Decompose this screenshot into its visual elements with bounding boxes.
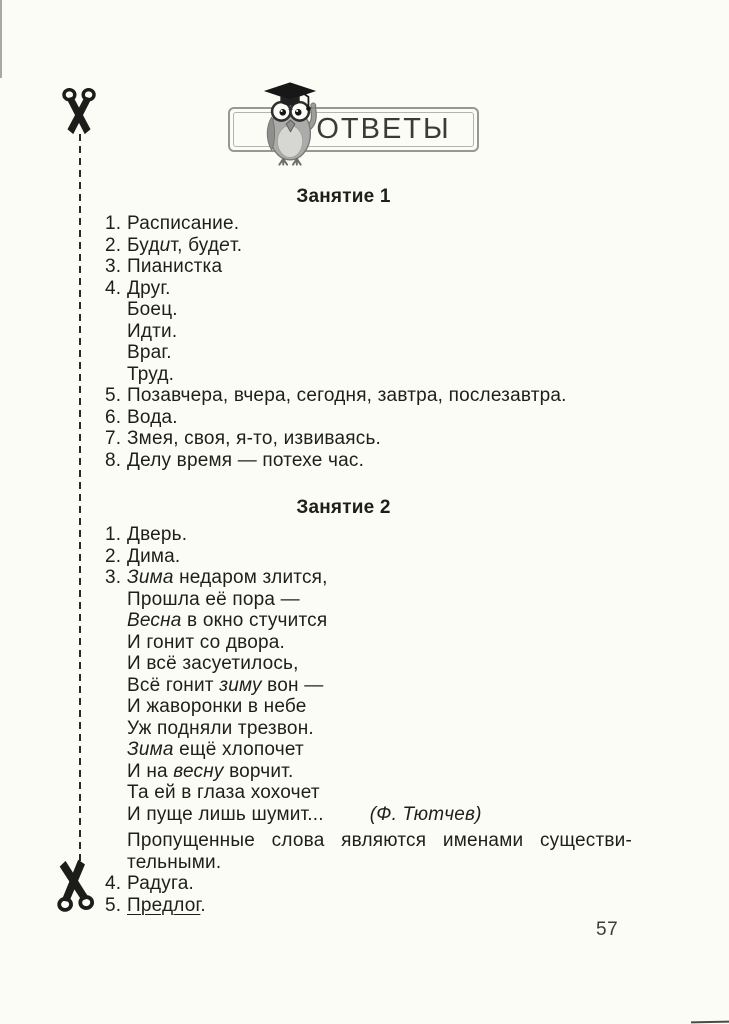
scan-artifact-bottom-right (691, 1021, 729, 1024)
item-number (105, 610, 127, 632)
answer-line (105, 524, 632, 546)
poem-text: И на весну ворчит. (127, 760, 294, 782)
poem-line (105, 739, 632, 761)
scissors-icon-top (57, 87, 101, 137)
owl-graduate-icon (260, 80, 322, 166)
item-number: 7. (105, 428, 122, 449)
answers-title: ОТВЕТЫ (316, 113, 451, 145)
note-line (105, 852, 632, 874)
cut-dashed-line (79, 134, 81, 868)
item-number: 4. (105, 277, 122, 299)
answer-line (105, 428, 632, 450)
item-number (105, 739, 127, 761)
item-text: Боец. (127, 299, 178, 320)
answer-line (105, 213, 632, 235)
item-text: Будит, будет. (127, 234, 243, 256)
item-number (105, 830, 127, 852)
item-number: 8. (105, 449, 122, 471)
poem-line (105, 632, 632, 654)
answer-line (105, 321, 632, 343)
answer-line (105, 342, 632, 364)
poem-text: Зима недаром злится, (127, 567, 328, 588)
item-text: Делу время — потехе час. (127, 449, 365, 471)
item-number (105, 782, 127, 804)
item-text: Радуга. (127, 873, 194, 894)
item-number (105, 299, 127, 321)
item-number (105, 761, 127, 783)
item-number (105, 718, 127, 740)
item-text: Змея, своя, я-то, извиваясь. (127, 428, 382, 449)
answers-content (105, 186, 632, 916)
item-number: 4. (105, 873, 122, 894)
item-number: 5. (105, 385, 122, 406)
poem-text: Всё гонит зиму вон — (127, 674, 324, 696)
item-number: 3. (105, 256, 122, 277)
item-text: Дверь. (127, 524, 188, 545)
poem-text: И всё засуетилось, (127, 653, 299, 674)
item-number (105, 852, 127, 874)
poem-line (105, 761, 632, 783)
section-2-heading: Занятие 2 (296, 497, 391, 518)
item-number: 2. (105, 234, 122, 256)
answer-line (105, 256, 632, 278)
poem-line (105, 718, 632, 740)
item-number (105, 342, 127, 364)
poem-line (105, 675, 632, 697)
poem-text: И жаворонки в небе (127, 696, 307, 717)
note-text: тельными. (127, 851, 222, 873)
poem-text: Зима ещё хлопочет (127, 739, 304, 760)
poem-line (105, 696, 632, 718)
poem-text: Прошла её пора — (127, 588, 300, 610)
poem-line (105, 610, 632, 632)
item-text: Предлог. (127, 894, 206, 916)
section-1-heading: Занятие 1 (296, 186, 391, 207)
answer-line (105, 546, 632, 568)
poem-line (105, 653, 632, 675)
item-number (105, 804, 127, 826)
item-number: 5. (105, 894, 122, 916)
item-number (105, 632, 127, 654)
item-number: 3. (105, 567, 122, 588)
item-text: Пианистка (127, 256, 223, 277)
item-number: 1. (105, 213, 122, 234)
poem-line (105, 567, 632, 589)
item-text: Труд. (127, 363, 175, 385)
answer-line (105, 407, 632, 429)
poem-text: И пуще лишь шумит... (Ф. Тютчев) (127, 803, 482, 825)
item-text: Друг. (127, 277, 171, 299)
answer-line (105, 895, 632, 917)
item-number (105, 364, 127, 386)
item-text: Вода. (127, 406, 178, 428)
answer-line (105, 299, 632, 321)
item-text: Идти. (127, 320, 178, 342)
scissors-icon-bottom (48, 855, 101, 914)
answer-line (105, 278, 632, 300)
item-number (105, 321, 127, 343)
poem-line-with-attribution (105, 804, 632, 826)
item-text: Дима. (127, 545, 181, 567)
item-number: 2. (105, 545, 122, 567)
item-number (105, 589, 127, 611)
scan-artifact-left-edge (0, 0, 2, 78)
page-number: 57 (596, 919, 619, 940)
poem-text: Весна в окно стучится (127, 610, 328, 631)
note-line (105, 830, 632, 852)
item-number: 1. (105, 524, 122, 545)
poem-line (105, 589, 632, 611)
poem-text: И гонит со двора. (127, 631, 286, 653)
item-text: Расписание. (127, 213, 240, 234)
poem-text: Та ей в глаза хохочет (127, 782, 320, 803)
answer-line (105, 385, 632, 407)
item-number (105, 696, 127, 718)
item-number (105, 653, 127, 675)
item-number (105, 675, 127, 697)
poem-text: Уж подняли трезвон. (127, 717, 314, 739)
item-text: Позавчера, вчера, сегодня, завтра, послезавтра. (127, 385, 567, 406)
poem-line (105, 782, 632, 804)
item-text: Враг. (127, 342, 172, 363)
note-text: Пропущенные слова являются именами существи- (127, 830, 632, 851)
answer-line (105, 873, 632, 895)
item-number: 6. (105, 406, 122, 428)
answer-line (105, 235, 632, 257)
answer-line (105, 450, 632, 472)
answer-line (105, 364, 632, 386)
